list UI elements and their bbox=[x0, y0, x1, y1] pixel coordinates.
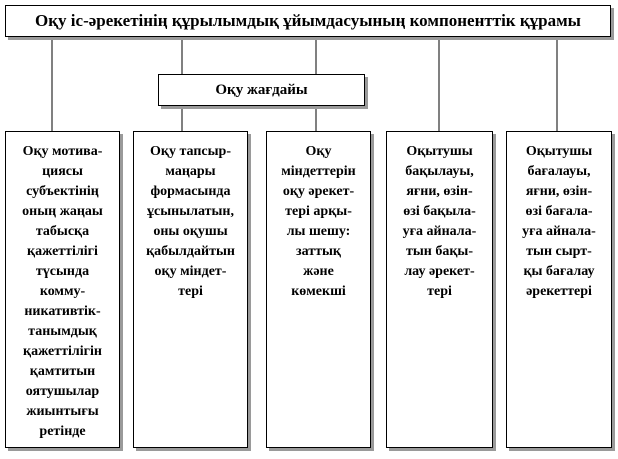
learning-situation-label: Оқу жағдайы bbox=[215, 82, 308, 98]
component-text-line: лы шешу: bbox=[286, 224, 351, 239]
component-box-teacher-assessment bbox=[506, 131, 612, 448]
component-text-line: әрекеттері bbox=[526, 284, 592, 299]
component-text-line: табысқа bbox=[35, 224, 90, 239]
component-text-line: бақылауы, bbox=[405, 164, 474, 179]
component-text-line: оятушылар bbox=[25, 384, 100, 399]
component-text-line: бағалауы, bbox=[527, 164, 591, 179]
component-box-motivation bbox=[5, 131, 120, 448]
component-text-line: танымдық bbox=[28, 324, 97, 339]
component-text-line: уға айнала- bbox=[402, 224, 477, 239]
component-box-learning-actions bbox=[266, 131, 371, 448]
component-text-line: лау әрекет- bbox=[404, 264, 475, 279]
component-text-line: Оқу мотива- bbox=[22, 144, 103, 159]
component-text-line: Оқытушы bbox=[406, 144, 473, 159]
component-text-line: формасында bbox=[150, 184, 231, 199]
component-text-line: қажеттілігі bbox=[27, 244, 98, 259]
component-text-line: Оқу bbox=[305, 144, 332, 159]
component-text-line: оның жаңаы bbox=[22, 204, 103, 219]
component-text-line: қажеттілігін bbox=[23, 344, 102, 359]
component-text-line: субъектінің bbox=[26, 184, 99, 199]
component-text-line: тын сырт- bbox=[526, 244, 592, 259]
component-text-line: қы бағалау bbox=[523, 264, 595, 279]
component-text-line: яғни, өзін- bbox=[525, 184, 593, 199]
component-text-line: оны оқушы bbox=[153, 224, 228, 239]
component-text-line: заттық bbox=[295, 244, 341, 259]
learning-situation-box bbox=[158, 74, 365, 106]
component-box-teacher-control bbox=[386, 131, 493, 448]
component-text-line: циясы bbox=[42, 164, 83, 179]
component-text-line: яғни, өзін- bbox=[406, 184, 473, 199]
component-text-line: никативтік- bbox=[24, 304, 101, 319]
component-text-line: оқу міндет- bbox=[154, 264, 227, 279]
component-box-learning-task bbox=[133, 131, 248, 448]
component-text-line: міндеттерін bbox=[281, 164, 356, 179]
component-text-line: оқу әрекет- bbox=[282, 184, 355, 199]
component-text-line: Оқу тапсыр- bbox=[150, 144, 231, 159]
component-text-line: көмекші bbox=[291, 284, 346, 299]
component-text-line: өзі бақыла- bbox=[403, 204, 476, 219]
component-text-line: ұсынылатын, bbox=[146, 204, 234, 219]
component-text-line: маңары bbox=[165, 164, 216, 179]
component-text-line: тері арқы- bbox=[285, 204, 352, 219]
component-text-line: тері bbox=[178, 284, 203, 299]
component-text-line: комму- bbox=[39, 284, 86, 299]
component-text-line: жиынтығы bbox=[26, 404, 99, 419]
component-text-line: Оқытушы bbox=[525, 144, 593, 159]
component-text-line: тын бақы- bbox=[405, 244, 474, 259]
component-text-line: өзі бағала- bbox=[525, 204, 593, 219]
diagram-title: Оқу іс-әрекетінің құрылымдық ұйымдасуының компоненттік құрамы bbox=[35, 11, 581, 30]
component-text-line: қамтитын bbox=[29, 364, 96, 379]
component-text-line: және bbox=[303, 264, 334, 279]
component-text-line: тері bbox=[427, 284, 452, 299]
component-text-line: ретінде bbox=[39, 424, 86, 439]
component-text-line: уға айнала- bbox=[522, 224, 596, 239]
component-text-line: қабылдайтын bbox=[146, 244, 235, 259]
component-text-line: түсында bbox=[35, 264, 90, 279]
diagram-title-box bbox=[5, 5, 611, 37]
